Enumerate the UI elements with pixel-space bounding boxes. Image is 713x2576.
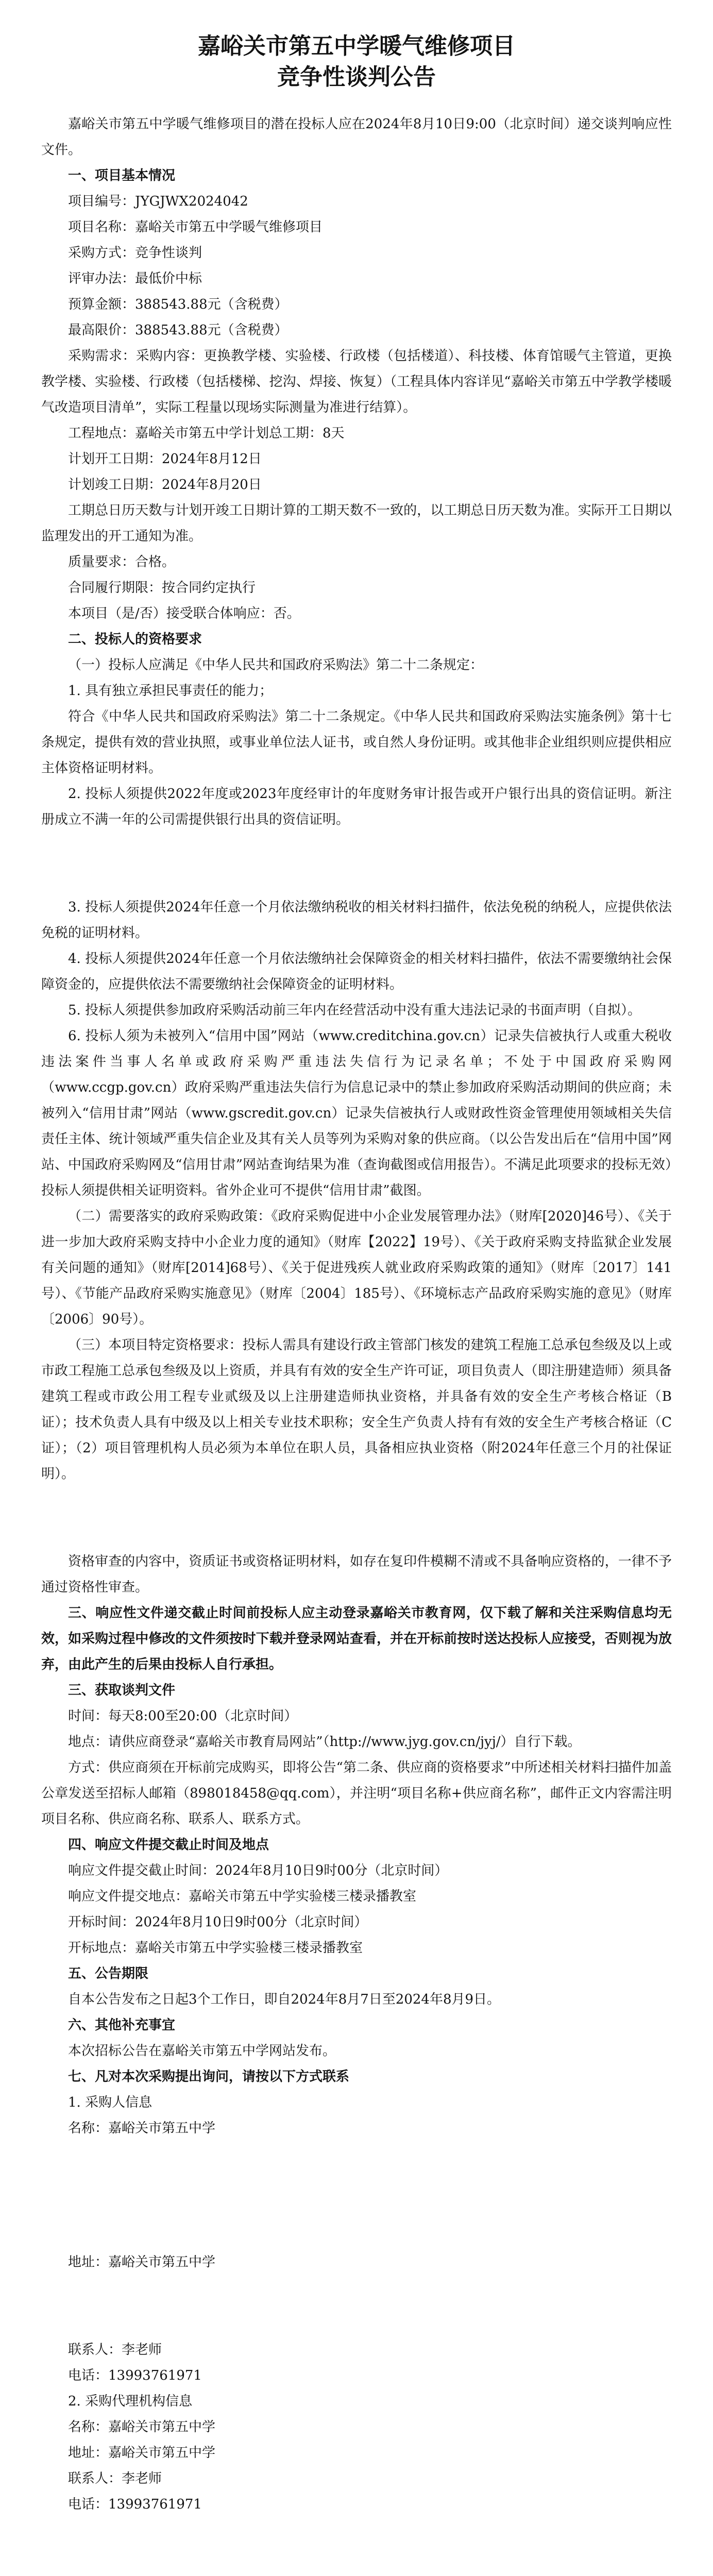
get-time: 时间：每天8:00至20:00（北京时间） — [68, 1708, 298, 1724]
open-site: 开标地点：嘉峪关市第五中学实验楼三楼录播教室 — [68, 1940, 363, 1956]
contact-heading: 2. 采购代理机构信息 — [68, 2394, 193, 2409]
contact-name: 名称：嘉峪关市第五中学 — [68, 2419, 216, 2435]
get-site: 地点：请供应商登录“嘉峪关市教育局网站”（http://www.jyg.gov.cn/jyj/）自行下载。 — [68, 1734, 581, 1750]
demand-text: 采购需求：采购内容：更换教学楼、实验楼、行政楼（包括楼道）、科技楼、体育馆暖气主管道，更换教学楼、实验楼、行政楼（包括楼梯、挖沟、焊接、恢复）（工程具体内容详见“嘉峪关市第五中学教学楼暖气改造项目清单”，实际工程量以现场实际测量为准进行结算）。 — [41, 348, 672, 415]
open-time: 开标时间：2024年8月10日9时00分（北京时间） — [68, 1914, 368, 1930]
req-bold: 三、响应性文件递交截止时间前投标人应主动登录嘉峪关市教育网，仅下载了解和关注采购信息均无效，如采购过程中修改的文件须按时下载并登录网站查看，并在开标前按时送达投标人应接受，否则视为放弃，由此产生的后果由投标人自行承担。 — [41, 1605, 672, 1672]
submit-site: 响应文件提交地点：嘉峪关市第五中学实验楼三楼录播教室 — [68, 1889, 417, 1904]
req-policy: （二）需要落实的政府采购政策：《政府采购促进中小企业发展管理办法》（财库[2020]46号）、《关于进一步加大政府采购支持中小企业力度的通知》（财库【2022】19号）、《关于政府采购支持监狱企业发展有关问题的通知》（财库[2014]68号）、《关于促进残疾人就业政府采购政策的通知》（财库〔2017〕141号）、《节能产品政府采购实施意见》（财库〔2004〕185号）、《环境标志产品政府采购实施的意见》（财库〔2006〕90号）。 — [41, 1209, 672, 1327]
req-1: 1. 具有独立承担民事责任的能力； — [68, 683, 273, 699]
start-date: 计划开工日期：2024年8月12日 — [68, 451, 262, 467]
contact-person: 联系人：李老师 — [68, 2471, 162, 2486]
section-title: 四、响应文件提交截止时间及地点 — [68, 1837, 269, 1853]
section-title: 二、投标人的资格要求 — [68, 632, 202, 647]
contract: 合同履行期限：按合同约定执行 — [68, 580, 256, 596]
req-intro: （一）投标人应满足《中华人民共和国政府采购法》第二十二条规定： — [68, 657, 484, 673]
req-special: （三）本项目特定资格要求：投标人需具有建设行政主管部门核发的建筑工程施工总承包叁级及以上或市政工程施工总承包叁级及以上资质，并具有有效的安全生产许可证，项目负责人（即注册建造师）须具备建筑工程或市政公用工程专业贰级及以上注册建造师执业资格，并具备有效的安全生产考核合格证（B证）；技术负责人具有中级及以上相关专业技术职称；安全生产负责人持有有效的安全生产考核合格证（C证）；（2）项目管理机构人员必须为本单位在职人员，具备相应执业资格（附2024年任意三个月的社保证明）。 — [41, 1337, 672, 1482]
contact-name: 名称：嘉峪关市第五中学 — [68, 2121, 216, 2136]
project-name: 项目名称：嘉峪关市第五中学暖气维修项目 — [68, 219, 323, 235]
method: 采购方式：竞争性谈判 — [68, 245, 202, 261]
other-text: 本次招标公告在嘉峪关市第五中学网站发布。 — [68, 2043, 336, 2059]
doc-title: 嘉峪关市第五中学暖气维修项目 — [198, 33, 515, 59]
contact-addr: 地址：嘉峪关市第五中学 — [68, 2445, 216, 2461]
section-title: 一、项目基本情况 — [68, 168, 176, 183]
req-1-detail: 符合《中华人民共和国政府采购法》第二十二条规定。《中华人民共和国政府采购法实施条例》第十七条规定，提供有效的营业执照，或事业单位法人证书，或自然人身份证明。或其他非企业组织则应提供相应主体资格证明材料。 — [41, 709, 672, 776]
quality: 质量要求：合格。 — [68, 554, 176, 570]
contact-addr: 地址：嘉峪关市第五中学 — [68, 2255, 216, 2270]
consortium: 本项目（是/否）接受联合体响应：否。 — [68, 606, 300, 621]
review: 评审办法：最低价中标 — [68, 271, 202, 286]
contact-tel: 电话：13993761971 — [68, 2368, 202, 2383]
req-5: 5. 投标人须提供参加政府采购活动前三年内在经营活动中没有重大违法记录的书面声明（自拟）。 — [68, 1003, 641, 1018]
req-6: 6. 投标人须为未被列入“信用中国”网站（www.creditchina.gov.cn）记录失信被执行人或重大税收违法案件当事人名单或政府采购严重违法失信行为记录名单；不处于中国政府采购网（www.ccgp.gov.cn）政府采购严重违法失信行为信息记录中的禁止参加政府采购活动期间的供应商；未被列入“信用甘肃”网站（www.gscredit.gov.cn）记录失信被执行人或财政性资金管理使用领域相关失信责任主体、统计领域严重失信企业及其有关人员等列为采购对象的供应商。（以公告发出后在“信用中国”网站、中国政府采购网及“信用甘肃”网站查询结果为准（查询截图或信用报告）。不满足此项要求的投标无效）投标人须提供相关证明资料。省外企业可不提供“信用甘肃”截图。 — [41, 1028, 672, 1198]
lead-text: 嘉峪关市第五中学暖气维修项目的潜在投标人应在2024年8月10日9:00（北京时间）递交谈判响应性文件。 — [41, 116, 672, 158]
req-note: 资格审查的内容中，资质证书或资格证明材料，如存在复印件模糊不清或不具备响应资格的，一律不予通过资格性审查。 — [41, 1554, 672, 1595]
section-title: 五、公告期限 — [68, 1966, 149, 1981]
deadline: 响应文件提交截止时间：2024年8月10日9时00分（北京时间） — [68, 1863, 448, 1878]
doc-subtitle: 竞争性谈判公告 — [277, 64, 436, 90]
section-title: 七、凡对本次采购提出询问，请按以下方式联系 — [68, 2069, 350, 2084]
site-text: 工程地点：嘉峪关市第五中学计划总工期：8天 — [68, 426, 345, 441]
end-date: 计划竣工日期：2024年8月20日 — [68, 477, 262, 493]
req-2: 2. 投标人须提供2022年度或2023年度经审计的年度财务审计报告或开户银行出具的资信证明。新注册成立不满一年的公司需提供银行出具的资信证明。 — [41, 786, 672, 827]
get-method: 方式：供应商须在开标前完成购买，即将公告“第二条、供应商的资格要求”中所述相关材料扫描件加盖公章发送至招标人邮箱（898018458@qq.com），并注明“项目名称+供应商名称”，邮件正文内容需注明项目名称、供应商名称、联系人、联系方式。 — [41, 1760, 672, 1827]
max-price: 最高限价：388543.88元（含税费） — [68, 323, 288, 338]
contact-person: 联系人：李老师 — [68, 2342, 162, 2358]
contact-tel: 电话：13993761971 — [68, 2497, 202, 2512]
section-title: 三、获取谈判文件 — [68, 1683, 176, 1698]
req-3: 3. 投标人须提供2024年任意一个月依法缴纳税收的相关材料扫描件，依法免税的纳税人，应提供依法免税的证明材料。 — [41, 900, 672, 941]
contact-heading: 1. 采购人信息 — [68, 2095, 152, 2110]
req-4: 4. 投标人须提供2024年任意一个月依法缴纳社会保障资金的相关材料扫描件，依法不需要缴纳社会保障资金的，应提供依法不需要缴纳社会保障资金的证明材料。 — [41, 951, 672, 992]
section-title: 六、其他补充事宜 — [68, 2018, 176, 2033]
notice-period: 自本公告发布之日起3个工作日，即自2024年8月7日至2024年8月9日。 — [68, 1992, 501, 2007]
project-no: 项目编号：JYGJWX2024042 — [68, 194, 248, 209]
period-note: 工期总日历天数与计划开竣工日期计算的工期天数不一致的，以工期总日历天数为准。实际开工日期以监理发出的开工通知为准。 — [41, 503, 672, 544]
budget: 预算金额：388543.88元（含税费） — [68, 297, 288, 312]
document — [41, 31, 672, 2576]
